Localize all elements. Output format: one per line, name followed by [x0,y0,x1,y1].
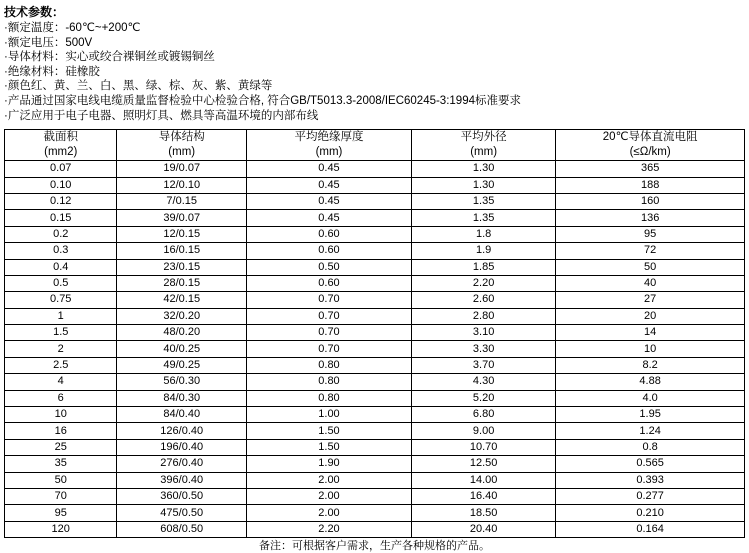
table-row [5,357,745,373]
cell-dc-resistance: 4.88 [556,374,745,390]
cell-dc-resistance: 50 [556,259,745,275]
wire-specification-table [4,129,745,538]
cell-cross-section: 95 [5,505,117,521]
cell-insulation-thickness: 0.70 [246,292,411,308]
cell-cross-section: 1.5 [5,325,117,341]
cell-outer-diameter: 10.70 [411,439,555,455]
cell-insulation-thickness: 2.00 [246,472,411,488]
cell-insulation-thickness: 0.45 [246,161,411,177]
table-row [5,243,745,259]
column-header-insulation-thickness-unit: (mm) [315,146,343,159]
table-header-row [5,130,745,161]
cell-cross-section: 0.4 [5,259,117,275]
cell-outer-diameter: 2.20 [411,275,555,291]
table-row [5,472,745,488]
table-row [5,407,745,423]
cell-conductor-structure: 49/0.25 [117,357,247,373]
cell-dc-resistance: 4.0 [556,390,745,406]
cell-outer-diameter: 3.30 [411,341,555,357]
column-header-outer-diameter-unit: (mm) [470,146,498,159]
table-row [5,210,745,226]
cell-outer-diameter: 18.50 [411,505,555,521]
cell-insulation-thickness: 0.80 [246,357,411,373]
cell-dc-resistance: 1.95 [556,407,745,423]
cell-insulation-thickness: 0.45 [246,177,411,193]
table-row [5,374,745,390]
column-header-outer-diameter-main: 平均外径 [460,131,507,144]
column-header-cross-section-unit: (mm2) [44,146,78,159]
table-row [5,259,745,275]
spec-line-temperature: ·额定温度：-60℃~+200℃ [4,22,141,34]
cell-cross-section: 16 [5,423,117,439]
cell-cross-section: 0.75 [5,292,117,308]
cell-insulation-thickness: 1.00 [246,407,411,423]
table-row [5,292,745,308]
cell-dc-resistance: 136 [556,210,745,226]
cell-outer-diameter: 12.50 [411,456,555,472]
technical-parameters-block [0,0,749,123]
cell-conductor-structure: 360/0.50 [117,488,247,504]
cell-conductor-structure: 475/0.50 [117,505,247,521]
cell-conductor-structure: 39/0.07 [117,210,247,226]
cell-dc-resistance: 0.393 [556,472,745,488]
table-row [5,177,745,193]
cell-conductor-structure: 196/0.40 [117,439,247,455]
table-row [5,308,745,324]
cell-conductor-structure: 28/0.15 [117,275,247,291]
cell-insulation-thickness: 0.70 [246,308,411,324]
cell-dc-resistance: 0.164 [556,521,745,537]
cell-conductor-structure: 56/0.30 [117,374,247,390]
cell-conductor-structure: 7/0.15 [117,193,247,209]
cell-outer-diameter: 3.10 [411,325,555,341]
cell-cross-section: 6 [5,390,117,406]
spec-title: 技术参数： [4,5,65,19]
column-header-cross-section-main: 截面积 [43,131,78,144]
cell-outer-diameter: 14.00 [411,472,555,488]
cell-dc-resistance: 8.2 [556,357,745,373]
cell-conductor-structure: 126/0.40 [117,423,247,439]
table-row [5,439,745,455]
table-row [5,456,745,472]
cell-outer-diameter: 9.00 [411,423,555,439]
cell-cross-section: 10 [5,407,117,423]
cell-cross-section: 70 [5,488,117,504]
cell-conductor-structure: 32/0.20 [117,308,247,324]
cell-insulation-thickness: 0.80 [246,390,411,406]
cell-outer-diameter: 1.9 [411,243,555,259]
spec-line-applications: ·广泛应用于电子电器、照明灯具、燃具等高温环境的内部布线 [4,109,319,122]
cell-outer-diameter: 20.40 [411,521,555,537]
spec-line-conductor-material: ·导体材料：实心或绞合裸铜丝或镀锡铜丝 [4,51,215,64]
table-row [5,505,745,521]
cell-dc-resistance: 160 [556,193,745,209]
cell-cross-section: 0.5 [5,275,117,291]
cell-cross-section: 2 [5,341,117,357]
cell-conductor-structure: 16/0.15 [117,243,247,259]
cell-outer-diameter: 5.20 [411,390,555,406]
cell-outer-diameter: 2.60 [411,292,555,308]
cell-dc-resistance: 20 [556,308,745,324]
cell-insulation-thickness: 0.60 [246,226,411,242]
cell-outer-diameter: 1.35 [411,210,555,226]
column-header-cross-section [5,130,117,161]
table-row [5,193,745,209]
cell-insulation-thickness: 2.00 [246,488,411,504]
cell-dc-resistance: 365 [556,161,745,177]
cell-insulation-thickness: 1.90 [246,456,411,472]
table-row [5,275,745,291]
cell-conductor-structure: 396/0.40 [117,472,247,488]
table-body [5,161,745,538]
table-row [5,226,745,242]
table-row [5,488,745,504]
cell-dc-resistance: 0.210 [556,505,745,521]
cell-cross-section: 4 [5,374,117,390]
cell-conductor-structure: 48/0.20 [117,325,247,341]
cell-insulation-thickness: 0.70 [246,325,411,341]
cell-outer-diameter: 1.30 [411,177,555,193]
cell-outer-diameter: 1.35 [411,193,555,209]
cell-conductor-structure: 19/0.07 [117,161,247,177]
cell-insulation-thickness: 0.45 [246,193,411,209]
spec-line-colors: ·颜色红、黄、兰、白、黑、绿、棕、灰、紫、黄绿等 [4,80,273,93]
cell-conductor-structure: 276/0.40 [117,456,247,472]
column-header-conductor-structure [117,130,247,161]
cell-outer-diameter: 1.8 [411,226,555,242]
cell-dc-resistance: 0.565 [556,456,745,472]
table-footnote: 备注：可根据客户需求，生产各种规格的产品。 [259,540,490,553]
cell-outer-diameter: 3.70 [411,357,555,373]
cell-insulation-thickness: 2.00 [246,505,411,521]
cell-dc-resistance: 95 [556,226,745,242]
column-header-insulation-thickness [246,130,411,161]
cell-outer-diameter: 1.85 [411,259,555,275]
cell-dc-resistance: 188 [556,177,745,193]
cell-dc-resistance: 14 [556,325,745,341]
cell-cross-section: 120 [5,521,117,537]
cell-cross-section: 35 [5,456,117,472]
cell-outer-diameter: 1.30 [411,161,555,177]
cell-conductor-structure: 84/0.30 [117,390,247,406]
column-header-conductor-structure-main: 导体结构 [158,131,205,144]
cell-insulation-thickness: 1.50 [246,439,411,455]
cell-insulation-thickness: 0.45 [246,210,411,226]
table-row [5,161,745,177]
cell-dc-resistance: 40 [556,275,745,291]
cell-insulation-thickness: 0.50 [246,259,411,275]
cell-cross-section: 1 [5,308,117,324]
cell-cross-section: 2.5 [5,357,117,373]
table-row [5,325,745,341]
cell-cross-section: 0.10 [5,177,117,193]
cell-conductor-structure: 12/0.15 [117,226,247,242]
cell-dc-resistance: 27 [556,292,745,308]
spec-line-voltage: ·额定电压：500V [4,36,93,49]
cell-conductor-structure: 40/0.25 [117,341,247,357]
cell-cross-section: 0.12 [5,193,117,209]
column-header-conductor-structure-unit: (mm) [168,146,196,159]
cell-conductor-structure: 12/0.10 [117,177,247,193]
cell-outer-diameter: 16.40 [411,488,555,504]
column-header-dc-resistance-unit: (≤Ω/km) [629,146,671,159]
cell-cross-section: 0.3 [5,243,117,259]
cell-insulation-thickness: 0.70 [246,341,411,357]
table-row [5,390,745,406]
cell-dc-resistance: 72 [556,243,745,259]
cell-insulation-thickness: 2.20 [246,521,411,537]
cell-insulation-thickness: 0.60 [246,275,411,291]
cell-outer-diameter: 2.80 [411,308,555,324]
cell-outer-diameter: 6.80 [411,407,555,423]
cell-dc-resistance: 0.277 [556,488,745,504]
cell-cross-section: 25 [5,439,117,455]
column-header-outer-diameter [411,130,555,161]
column-header-insulation-thickness-main: 平均绝缘厚度 [294,131,364,144]
spec-line-certification: ·产品通过国家电线电缆质量监督检验中心检验合格, 符合GB/T5013.3-2008/IEC60245-3:1994标准要求 [4,94,521,107]
cell-dc-resistance: 1.24 [556,423,745,439]
cell-conductor-structure: 84/0.40 [117,407,247,423]
cell-insulation-thickness: 0.60 [246,243,411,259]
cell-dc-resistance: 10 [556,341,745,357]
cell-insulation-thickness: 1.50 [246,423,411,439]
cell-cross-section: 0.07 [5,161,117,177]
cell-conductor-structure: 608/0.50 [117,521,247,537]
cell-conductor-structure: 42/0.15 [117,292,247,308]
column-header-dc-resistance [556,130,745,161]
cell-cross-section: 50 [5,472,117,488]
cell-cross-section: 0.2 [5,226,117,242]
table-row [5,521,745,537]
cell-outer-diameter: 4.30 [411,374,555,390]
table-row [5,341,745,357]
cell-conductor-structure: 23/0.15 [117,259,247,275]
cell-insulation-thickness: 0.80 [246,374,411,390]
cell-dc-resistance: 0.8 [556,439,745,455]
column-header-dc-resistance-main: 20℃导体直流电阻 [602,131,698,144]
table-row [5,423,745,439]
cell-cross-section: 0.15 [5,210,117,226]
spec-line-insulation-material: ·绝缘材料：硅橡胶 [4,65,100,78]
